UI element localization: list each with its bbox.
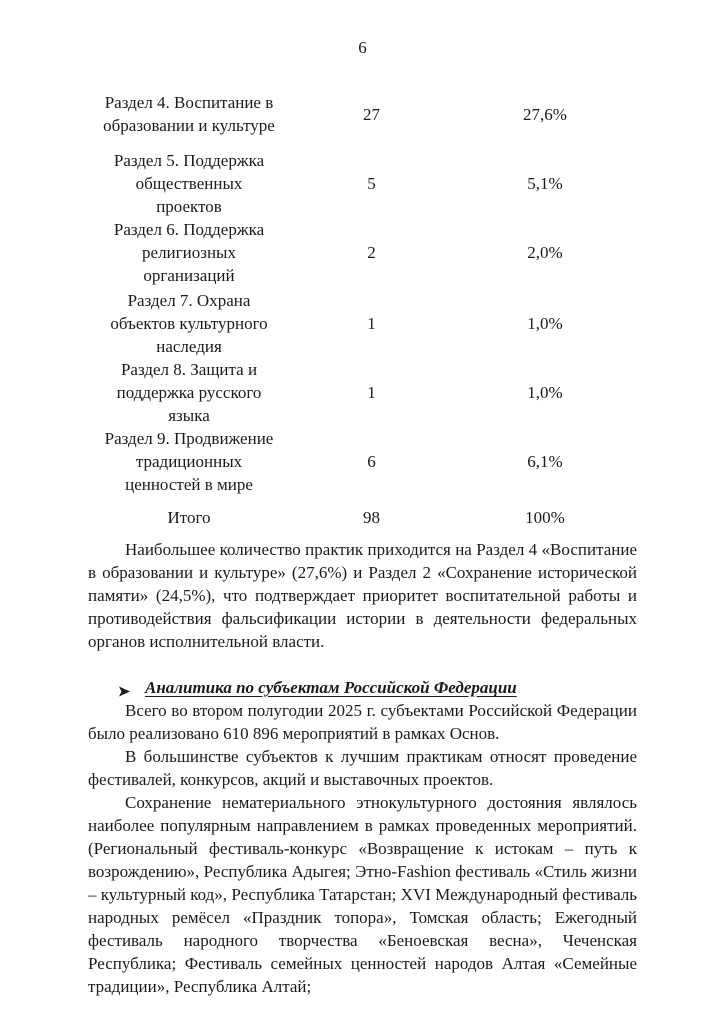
table-cell-percent: 27,6% [523, 104, 567, 124]
table-cell-total-count: 98 [363, 508, 380, 527]
table-cell-section: Раздел 8. Защита и поддержка русского языка [116, 360, 262, 425]
table-total-row [88, 506, 637, 529]
table-cell-count: 1 [367, 314, 376, 333]
table-row [88, 427, 637, 496]
paragraph-total-events: Всего во втором полугодии 2025 г. субъектами Российской Федерации было реализовано 610 896 мероприятий в рамках Основ. [88, 701, 637, 743]
table-cell-percent: 1,0% [527, 314, 563, 333]
table-cell-count: 6 [367, 452, 376, 471]
table-cell-total-label: Итого [167, 508, 211, 527]
arrowhead-right-icon [118, 681, 131, 694]
table-cell-total-percent: 100% [525, 508, 565, 527]
section-heading [88, 676, 637, 699]
table-cell-percent: 2,0% [527, 243, 563, 262]
table-row [88, 91, 637, 137]
paragraph-ethnocultural: Сохранение нематериального этнокультурного достояния являлось наиболее популярным направлением в рамках проведенных мероприятий. (Региональный фестиваль-конкурс «Возвращение к истокам – путь к возрождению», Республика Адыгея; Этно-Fashion фестиваль «Стиль жизни – культурный код», Республика Татарстан; XVI Международный фестиваль народных ремёсел «Праздник топора», Томская область; Ежегодный фестиваль народного творчества «Беноевская весна», Чеченская Республика; Фестиваль семейных ценностей народов Алтая «Семейные традиции», Республика Алтай; [88, 793, 637, 996]
table-cell-percent: 6,1% [527, 452, 563, 471]
table-cell-section: Раздел 6. Поддержка религиозных организаций [113, 220, 265, 285]
paragraph-summary: Наибольшее количество практик приходится на Раздел 4 «Воспитание в образовании и культуре» (27,6%) и Раздел 2 «Сохранение исторической памяти» (24,5%), что подтверждает приоритет воспитательной работы и противодействия фальсификации истории в деятельности федеральных органов исполнительной власти. [88, 540, 637, 651]
table-cell-section: Раздел 5. Поддержка общественных проектов [113, 151, 265, 216]
paragraph-best-practices: В большинстве субъектов к лучшим практикам относят проведение фестивалей, конкурсов, акций и выставочных проектов. [88, 747, 637, 789]
table-cell-count: 1 [367, 383, 376, 402]
table-cell-count: 27 [363, 104, 380, 124]
table-cell-percent: 5,1% [527, 174, 563, 193]
table-row [88, 358, 637, 427]
table-cell-percent: 1,0% [527, 383, 563, 402]
table-cell-section: Раздел 7. Охрана объектов культурного наследия [110, 291, 268, 356]
section-heading-text: Аналитика по субъектам Российской Федерации [145, 678, 517, 697]
table-cell-section: Раздел 9. Продвижение традиционных ценностей в мире [104, 429, 274, 494]
table-cell-count: 5 [367, 174, 376, 193]
table-cell-section: Раздел 4. Воспитание в образовании и культуре [103, 93, 275, 135]
table-row [88, 218, 637, 287]
table-cell-count: 2 [367, 243, 376, 262]
practices-table [88, 91, 637, 529]
table-row [88, 289, 637, 358]
table-row [88, 149, 637, 218]
page-number: 6 [358, 38, 367, 57]
